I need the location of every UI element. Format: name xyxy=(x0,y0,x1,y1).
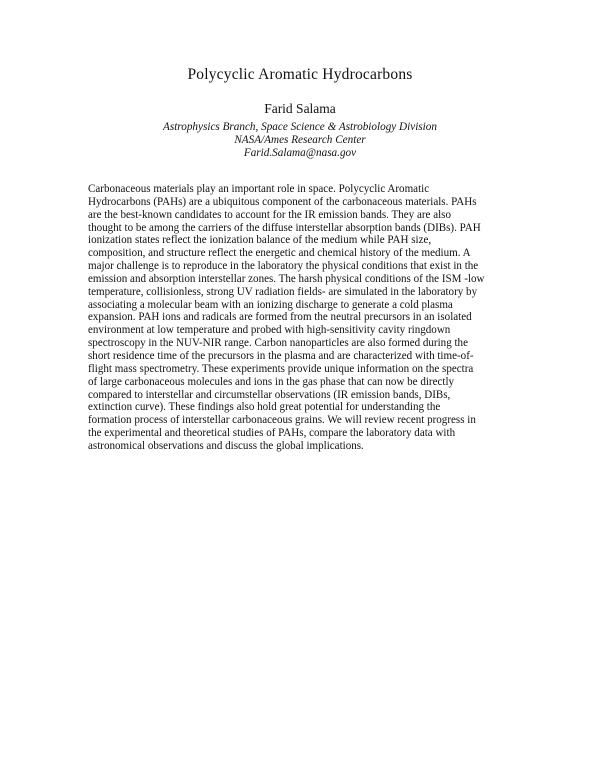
abstract-line: the experimental and theoretical studies of PAHs, compare the laboratory data with xyxy=(88,427,456,440)
author-email: Farid.Salama@nasa.gov xyxy=(243,147,357,159)
abstract-line: compared to interstellar and circumstellar observations (IR emission bands, DIBs, xyxy=(88,388,451,401)
affiliation-division: Astrophysics Branch, Space Science & Astrobiology Division xyxy=(163,121,437,133)
abstract-line: major challenge is to reproduce in the laboratory the physical conditions that exist in the xyxy=(88,260,479,273)
paper-title: Polycyclic Aromatic Hydrocarbons xyxy=(187,66,413,83)
abstract-line: temperature, collisionless, strong UV radiation fields- are simulated in the laboratory by xyxy=(88,285,478,298)
abstract-line: Hydrocarbons (PAHs) are a ubiquitous component of the carbonaceous materials. PAHs xyxy=(88,195,477,208)
abstract-line: astronomical observations and discuss the global implications. xyxy=(88,439,364,452)
abstract-line: expansion. PAH ions and radicals are formed from the neutral precursors in an isolated xyxy=(88,311,472,324)
abstract-line: composition, and structure reflect the energetic and chemical history of the medium. A xyxy=(88,247,471,260)
abstract-line: thought to be among the carriers of the diffuse interstellar absorption bands (DIBs). PAH xyxy=(88,221,481,234)
abstract-body xyxy=(88,183,520,453)
abstract-line: environment at low temperature and probed with high-sensitivity cavity ringdown xyxy=(88,324,451,337)
abstract-line: of large carbonaceous molecules and ions in the gas phase that can now be directly xyxy=(88,375,455,388)
abstract-line: formation process of interstellar carbonaceous grains. We will review recent progress in xyxy=(88,414,476,427)
author-name: Farid Salama xyxy=(264,101,336,116)
affiliation-center: NASA/Ames Research Center xyxy=(234,134,366,146)
abstract-line: spectroscopy in the NUV-NIR range. Carbon nanoparticles are also formed during the xyxy=(88,337,468,350)
abstract-line: extinction curve). These findings also hold great potential for understanding the xyxy=(88,401,441,414)
abstract-line: Carbonaceous materials play an important role in space. Polycyclic Aromatic xyxy=(88,183,430,195)
abstract-line: are the best-known candidates to account for the IR emission bands. They are also xyxy=(88,208,452,221)
abstract-line: short residence time of the precursors in the plasma and are characterized with time-of- xyxy=(88,349,474,362)
abstract-line: flight mass spectrometry. These experiments provide unique information on the spectra xyxy=(88,362,474,375)
abstract-line: associating a molecular beam with an ionizing discharge to generate a cold plasma xyxy=(88,298,453,311)
abstract-line: emission and absorption interstellar zones. The harsh physical conditions of the ISM -low xyxy=(88,272,485,285)
abstract-line: ionization states reflect the ionization balance of the medium while PAH size, xyxy=(88,234,432,247)
